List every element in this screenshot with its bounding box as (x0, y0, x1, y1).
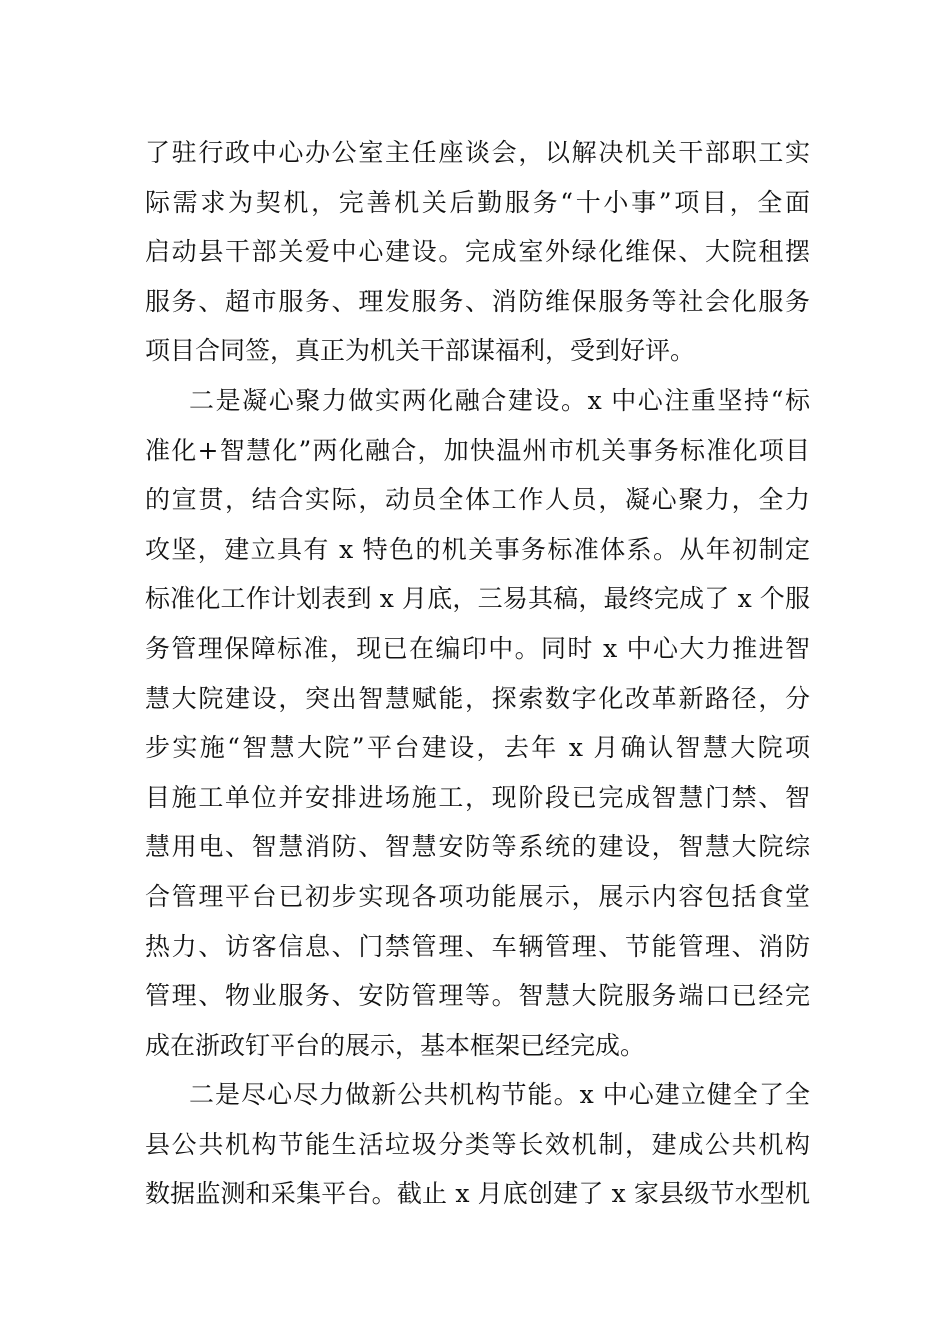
text-line: 合管理平台已初步实现各项功能展示，展示内容包括食堂 (145, 881, 810, 911)
paragraph-start-line: 二是凝心聚力做实两化融合建设。x 中心注重坚持“标 (189, 385, 810, 415)
text-line: 慧大院建设，突出智慧赋能，探索数字化改革新路径，分 (145, 683, 810, 713)
paragraph-start-line: 二是尽心尽力做新公共机构节能。x 中心建立健全了全 (189, 1080, 810, 1110)
text-line: 了驻行政中心办公室主任座谈会，以解决机关干部职工实 (145, 138, 810, 167)
text-line: 热力、访客信息、门禁管理、车辆管理、节能管理、消防 (145, 931, 810, 961)
text-line: 步实施“智慧大院”平台建设，去年 x 月确认智慧大院项 (145, 733, 810, 763)
text-line: 县公共机构节能生活垃圾分类等长效机制，建成公共机构 (145, 1129, 810, 1159)
text-line: 慧用电、智慧消防、智慧安防等系统的建设，智慧大院综 (145, 832, 810, 862)
text-line: 服务、超市服务、理发服务、消防维保服务等社会化服务 (145, 286, 810, 316)
body-text (145, 128, 810, 1219)
text-line: 标准化工作计划表到 x 月底，三易其稿，最终完成了 x 个服 (145, 584, 810, 614)
text-line: 项目合同签，真正为机关干部谋福利，受到好评。 (145, 336, 696, 366)
text-line: 管理、物业服务、安防管理等。智慧大院服务端口已经完 (145, 981, 810, 1011)
text-line: 务管理保障标准，现已在编印中。同时 x 中心大力推进智 (145, 633, 810, 663)
text-line: 成在浙政钉平台的展示，基本框架已经完成。 (145, 1030, 646, 1060)
text-line: 启动县干部关爱中心建设。完成室外绿化维保、大院租摆 (145, 237, 810, 267)
text-line: 数据监测和采集平台。截止 x 月底创建了 x 家县级节水型机 (145, 1179, 810, 1209)
text-line: 攻坚，建立具有 x 特色的机关事务标准体系。从年初制定 (145, 534, 810, 564)
text-line: 的宣贯，结合实际，动员全体工作人员，凝心聚力，全力 (145, 485, 810, 515)
text-line: 准化+智慧化”两化融合，加快温州市机关事务标准化项目 (145, 435, 810, 465)
text-line: 际需求为契机，完善机关后勤服务“十小事”项目，全面 (145, 187, 810, 217)
text-line: 目施工单位并安排进场施工，现阶段已完成智慧门禁、智 (145, 782, 810, 812)
